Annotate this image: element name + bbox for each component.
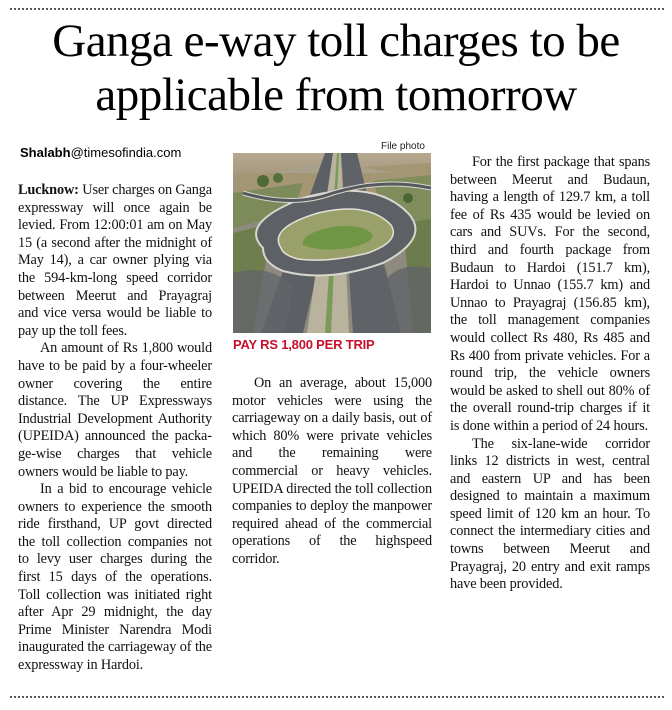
paragraph-1 [18,182,212,340]
bottom-rule [10,696,664,698]
paragraph-6: The six-lane-wide corridor links 12 districts in west, central and eastern UP and has been designed to maintain a maximum speed limit of 120 km an hour. To connect the intermediary cities and towns between Meerut and Prayagraj, 20 entry and exit ramps have been provided. [450,435,650,593]
byline-handle: @timesofindia.com [70,145,182,160]
expressway-photo [233,153,431,333]
photo-credit: File photo [381,141,425,152]
paragraph-3: In a bid to encourage vehicle owners to experience the smooth ride firsthand, UP govt directed the toll collection companies not to levy user charges during the first 15 days of the operations. Toll collection was initiated right after Apr 29 midnight, the day Prime Minister Narendra Modi inaugurated the carriageway of the expressway in Hardoi. [18,481,212,674]
byline [20,145,181,160]
top-rule [10,8,664,10]
dateline: Lucknow: [18,182,79,198]
paragraph-1-text: User charges on Ganga expressway will once again be levied. From 12:00:01 am on May 15 (a second after the midnight of May 14), a car owner plying via the 594-km-long speed corridor between Meerut and Prayagraj and vice versa would be liable to pay up the toll fees. [18,182,212,339]
interchange-illustration [233,153,431,333]
paragraph-4: On an average, about 15,000 motor vehicles were using the carriageway on a daily basis, out of which 80% were private vehicles and the remaining were commercial or heavy vehicles. UPEIDA directed the toll collection companies to deploy the manpower required ahead of the commercial operations of the highspeed corridor. [232,375,432,567]
article-column-3 [450,154,650,594]
byline-author: Shalabh [20,145,71,160]
article-column-1 [18,182,212,675]
paragraph-5: For the first package that spans between Meerut and Budaun, having a length of 129.7 km, a toll fee of Rs 435 would be levied on cars and SUVs. For the second, third and fourth package from Budaun to Hardoi (151.7 km), Hardoi to Unnao (155.7 km) and Unnao to Prayagraj (156.85 km), the toll management companies would collect Rs 480, Rs 485 and Rs 400 from private vehicles. For a round trip, the vehicle owners would be asked to shell out 80% of the overall round-trip charges if it is done within a period of 24 hours. [450,154,650,434]
photo-caption: PAY RS 1,800 PER TRIP [233,337,375,352]
headline: Ganga e-way toll charges to be applicable from tomorrow [52,15,620,121]
article-column-2 [232,375,432,569]
paragraph-2: An amount of Rs 1,800 would have to be paid by a four-wheeler owner covering the entire distance. The UP Expressways Industrial Development Authority (UPEIDA) announced the package-wise charges that vehicle owners would be liable to pay. [18,340,212,480]
